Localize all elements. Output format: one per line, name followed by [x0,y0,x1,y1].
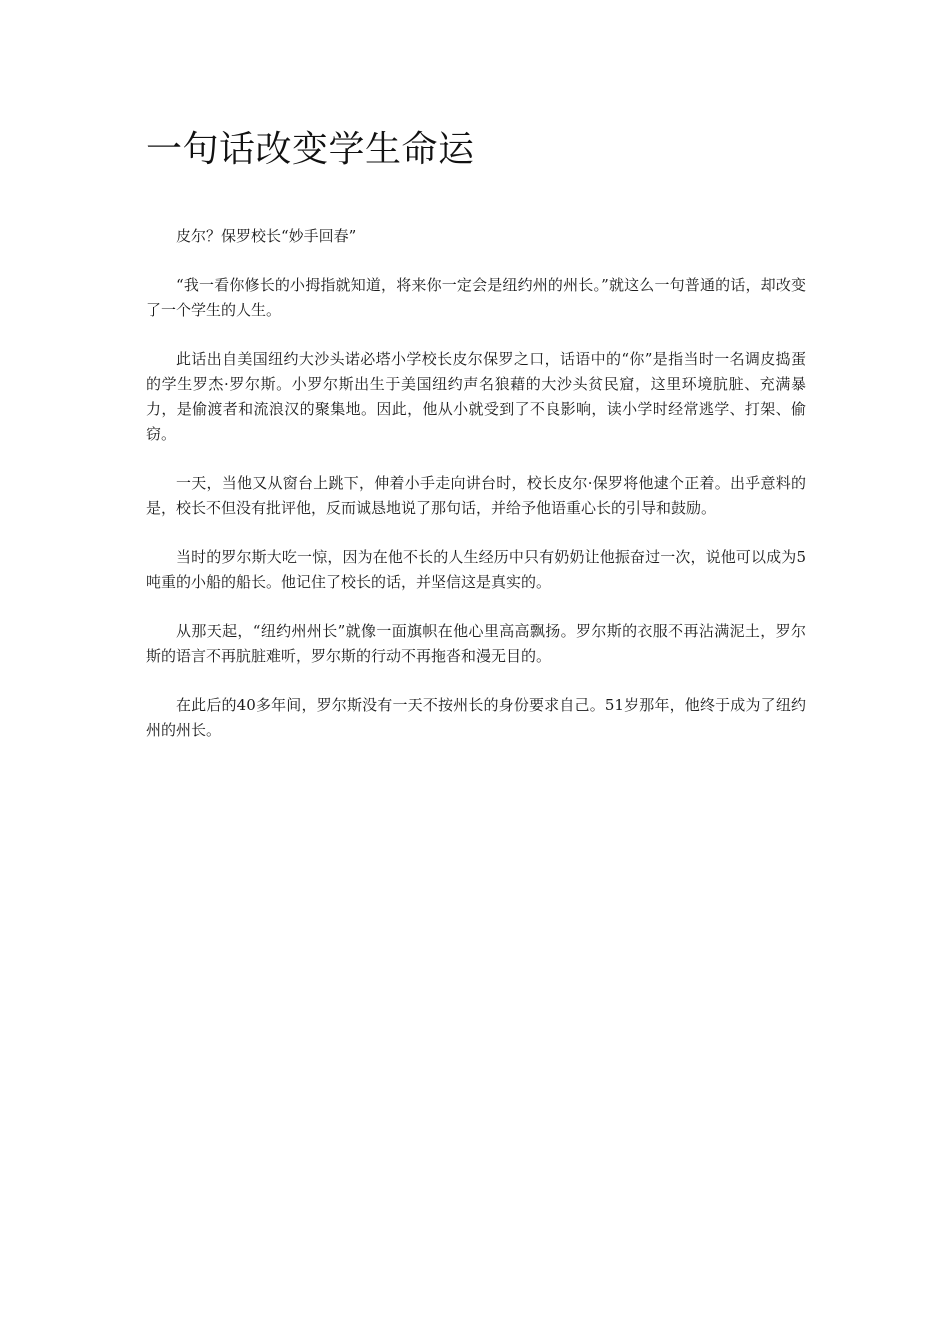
paragraph: 从那天起，“纽约州州长”就像一面旗帜在他心里高高飘扬。罗尔斯的衣服不再沾满泥土，罗尔斯的语言不再肮脏难听，罗尔斯的行动不再拖沓和漫无目的。 [146,622,806,665]
paragraph: 一天，当他又从窗台上跳下，伸着小手走向讲台时，校长皮尔·保罗将他逮个正着。出乎意料的是，校长不但没有批评他，反而诚恳地说了那句话，并给予他语重心长的引导和鼓励。 [146,474,806,517]
document-content [146,124,806,767]
paragraph: 在此后的40多年间，罗尔斯没有一天不按州长的身份要求自己。51岁那年，他终于成为了纽约州的州长。 [146,696,806,739]
paragraph: “我一看你修长的小拇指就知道，将来你一定会是纽约州的州长。”就这么一句普通的话，却改变了一个学生的人生。 [146,276,806,319]
paragraph: 此话出自美国纽约大沙头诺必塔小学校长皮尔保罗之口，话语中的“你”是指当时一名调皮捣蛋的学生罗杰·罗尔斯。小罗尔斯出生于美国纽约声名狼藉的大沙头贫民窟，这里环境肮脏、充满暴力，是偷渡者和流浪汉的聚集地。因此，他从小就受到了不良影响，读小学时经常逃学、打架、偷窃。 [146,350,806,443]
paragraph-subtitle: 皮尔？保罗校长“妙手回春” [176,227,357,245]
document-body [146,224,806,743]
paragraph: 当时的罗尔斯大吃一惊，因为在他不长的人生经历中只有奶奶让他振奋过一次，说他可以成为5吨重的小船的船长。他记住了校长的话，并坚信这是真实的。 [146,548,806,591]
document-title: 一句话改变学生命运 [146,129,475,170]
